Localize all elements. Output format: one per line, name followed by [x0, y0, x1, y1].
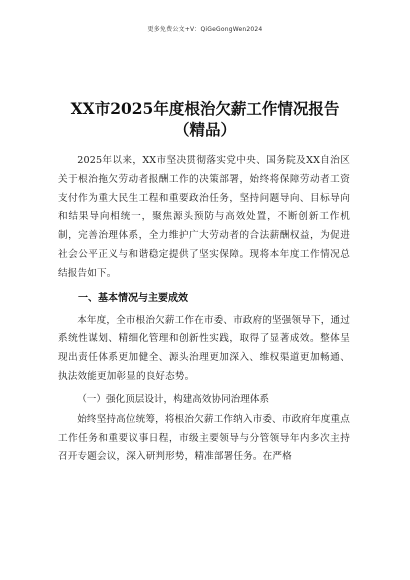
document-body	[58, 152, 350, 467]
section1-paragraph: 本年度，全市根治欠薪工作在市委、市政府的坚强领导下，通过系统性谋划、精细化管理和创新性实践，取得了显著成效。整体呈现出责任体系更加健全、源头治理更加深入、维权渠道更加畅通、执法效能更加彰显的良好态势。	[58, 314, 351, 382]
document-title-line1: XX市2025年度根治欠薪工作情况报告	[70, 99, 340, 118]
subsection1-heading: （一）强化顶层设计，构建高效协同治理体系	[77, 393, 270, 405]
document-title	[0, 98, 410, 140]
header-note: 更多免费公文+V：QiGeGongWen2024	[147, 26, 263, 33]
intro-paragraph: 2025年以来，XX市坚决贯彻落实党中央、国务院及XX自治区关于根治拖欠劳动者报酬工作的决策部署，始终将保障劳动者工资支付作为重大民生工程和重要政治任务，坚持问题导向、目标导向和结果导向相统一，聚焦源头预防与高效处置，不断创新工作机制，完善治理体系，全力维护广大劳动者的合法薪酬权益，为促进社会公平正义与和谐稳定提供了坚实保障。现将本年度工作情况总结报告如下。	[58, 155, 350, 279]
document-title-line2: （精品）	[173, 120, 236, 139]
subsection1-paragraph: 始终坚持高位统筹，将根治欠薪工作纳入市委、市政府年度重点工作任务和重要议事日程，市级主要领导与分管领导年内多次主持召开专题会议，深入研判形势，精准部署任务。在严格	[58, 413, 351, 463]
section1-heading: 一、基本情况与主要成效	[78, 292, 188, 304]
